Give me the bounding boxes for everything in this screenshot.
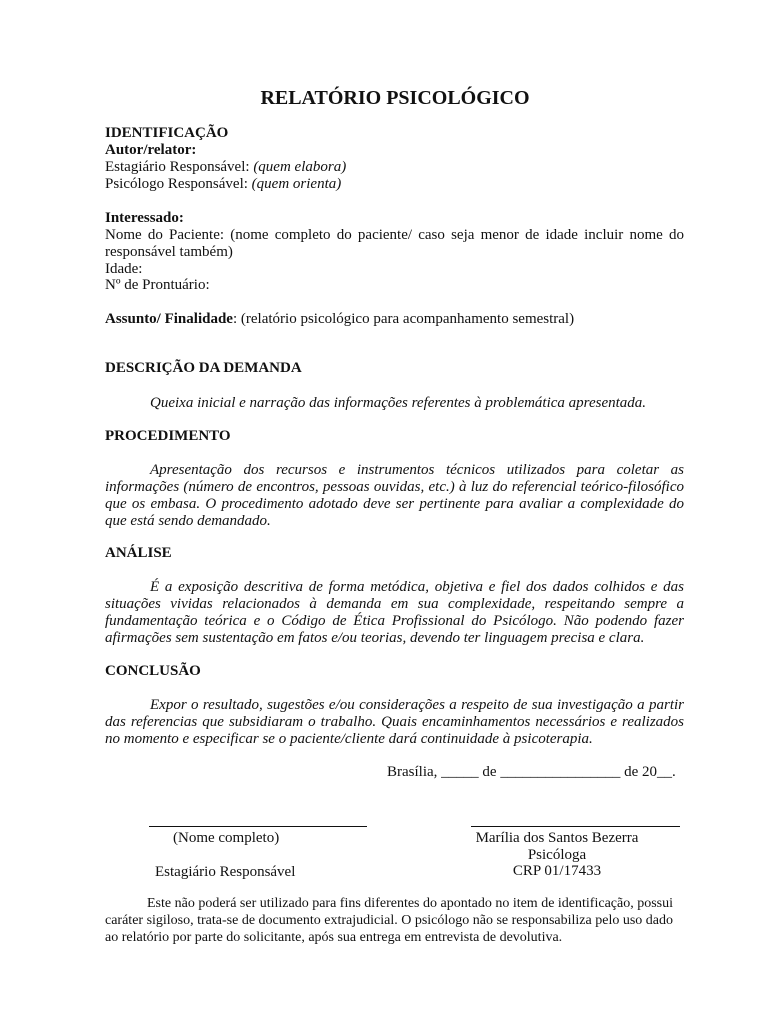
analise-heading: ANÁLISE (105, 545, 172, 561)
psicologo-line (105, 176, 341, 193)
descricao-heading: DESCRIÇÃO DA DEMANDA (105, 360, 302, 376)
prontuario-field: Nº de Prontuário: (105, 277, 210, 293)
confidentiality-note: Este não poderá ser utilizado para fins diferentes do apontado no item de identificação, possui caráter sigiloso, trata-se de documento extrajudicial. O psicólogo não se responsabiliza pelo uso dado ao relatório por parte do solicitante, após sua entrega em entrevista de devolutiva. (105, 896, 673, 945)
autor-label: Autor/relator: (105, 142, 197, 158)
estagiario-label: Estagiário Responsável: (105, 159, 254, 175)
descricao-text: Queixa inicial e narração das informações referentes à problemática apresentada. (150, 395, 647, 411)
idade-field: Idade: (105, 261, 143, 277)
assunto-label: Assunto/ Finalidade (105, 311, 233, 327)
procedimento-text: Apresentação dos recursos e instrumentos técnicos utilizados para coletar as informações (número de encontros, pessoas ouvidas, etc.) à luz do referencial teórico-filosófico que os embasa. O procedimento adotado deve ser pertinente para avaliar a complexidade do que está sendo demandado. (105, 462, 684, 529)
estagiario-line (105, 159, 346, 176)
procedimento-heading: PROCEDIMENTO (105, 428, 231, 444)
sig-left-name: (Nome completo) (173, 830, 280, 846)
interessado-heading: Interessado: (105, 210, 184, 226)
sig-right-name: Marília dos Santos Bezerra (475, 830, 639, 846)
signature-line-right (471, 826, 680, 827)
psicologo-value: (quem orienta) (251, 176, 342, 192)
estagiario-value: (quem elabora) (253, 159, 347, 175)
conclusao-heading: CONCLUSÃO (105, 663, 201, 679)
signature-line-left (149, 826, 367, 827)
identificacao-heading: IDENTIFICAÇÃO (105, 125, 229, 141)
document-title: RELATÓRIO PSICOLÓGICO (260, 87, 530, 109)
data-local: Brasília, _____ de ________________ de 20__. (387, 764, 676, 780)
analise-text: É a exposição descritiva de forma metódica, objetiva e fiel dos dados colhidos e das situações vividas relacionados à demanda em sua complexidade, respeitando sempre a fundamentação teórica e o Código de Ética Profissional do Psicólogo. Não podendo fazer afirmações sem sustentação em fatos e/ou teorias, devendo ter linguagem precisa e clara. (105, 579, 684, 646)
assunto-line (105, 311, 574, 328)
psicologo-label: Psicólogo Responsável: (105, 176, 252, 192)
sig-left-role: Estagiário Responsável (155, 864, 296, 880)
assunto-value: : (relatório psicológico para acompanhamento semestral) (232, 311, 575, 327)
conclusao-text: Expor o resultado, sugestões e/ou considerações a respeito de sua investigação a partir das referencias que subsidiaram o trabalho. Quais encaminhamentos necessários e realizados no momento e especificar se o paciente/cliente dará continuidade à psicoterapia. (105, 697, 684, 747)
sig-right-registry: CRP 01/17433 (512, 863, 602, 879)
nome-paciente: Nome do Paciente: (nome completo do paciente/ caso seja menor de idade incluir nome do responsável também) (105, 227, 684, 260)
sig-right-role: Psicóloga (527, 847, 587, 863)
